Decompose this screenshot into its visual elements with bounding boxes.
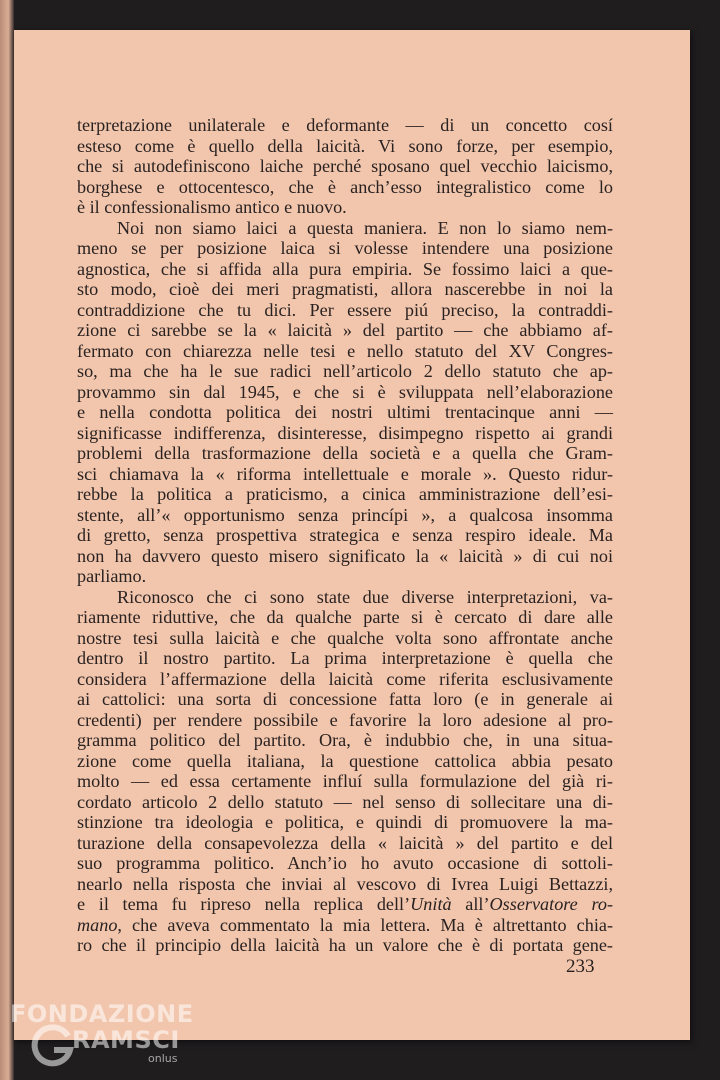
watermark-line2: RAMSCI <box>72 1026 180 1054</box>
text-line: parliamo. <box>77 566 147 586</box>
italic-title: mano <box>77 914 118 935</box>
text-line: so, ma che ha le sue radici nell’articolo 2 dello statuto che ap- <box>77 361 613 381</box>
italic-title: Osservatore ro- <box>489 894 614 914</box>
italic-title: Unità <box>410 894 452 914</box>
text-line: ai cattolici: una sorta di concessione fatta loro (e in generale ai <box>77 689 613 709</box>
watermark-suffix: onlus <box>148 1052 178 1065</box>
text-line: gramma politico del partito. Ora, è indubbio che, in una situa- <box>77 730 613 750</box>
text-line: significasse indifferenza, disinteresse, disimpegno rispetto ai grandi <box>77 422 613 443</box>
text-line: nearlo nella risposta che inviai al vescovo di Ivrea Luigi Bettazzi, <box>77 873 613 894</box>
text-line: contraddizione che tu dici. Per essere piú preciso, la contraddi- <box>77 299 613 320</box>
text-line: ro che il principio della laicità ha un valore che è di portata gene- <box>77 935 613 955</box>
text-line: di gretto, senza prospettiva strategica e senza respiro ideale. Ma <box>77 525 613 545</box>
text-line: Riconosco che ci sono state due diverse interpretazioni, va- <box>117 586 613 607</box>
text-line: che si autodefiniscono laiche perché sposano quel vecchio laicismo, <box>77 156 613 176</box>
gramsci-g-logo-icon <box>30 1024 74 1068</box>
text-run: e il tema fu ripreso nella replica dell’ <box>77 894 411 914</box>
text-line: esteso come è quello della laicità. Vi sono forze, per esempio, <box>77 135 613 156</box>
watermark-line1: FONDAZIONE <box>10 1000 194 1028</box>
text-line: riamente riduttive, che da qualche parte si è cercato di dare alle <box>77 607 613 627</box>
text-line: terpretazione unilaterale e deformante — di un concetto cosí <box>77 115 613 135</box>
text-line-mixed <box>77 894 613 915</box>
text-line: problemi della trasformazione della società e a quella che Gram- <box>77 443 613 463</box>
text-line: considera l’affermazione della laicità come riferita esclusivamente <box>77 668 613 689</box>
text-line-mixed <box>77 915 613 936</box>
book-spine-edge <box>0 0 14 1080</box>
text-run: all’ <box>451 894 490 914</box>
text-line: rebbe la politica a praticismo, a cinica amministrazione dell’esi- <box>77 484 613 504</box>
text-line: Noi non siamo laici a questa maniera. E non lo siamo nem- <box>117 217 613 238</box>
text-line: borghese e ottocentesco, che è anch’esso integralistico come lo <box>77 176 613 197</box>
text-line: turazione della consapevolezza della « laicità » del partito e del <box>77 832 613 853</box>
page-number: 233 <box>566 956 595 977</box>
text-line: cordato articolo 2 dello statuto — nel senso di sollecitare una di- <box>77 791 613 812</box>
text-line: suo programma politico. Anch’io ho avuto occasione di sottoli- <box>77 853 613 873</box>
text-line: credenti) per rendere possibile e favorire la loro adesione al pro- <box>77 709 613 730</box>
text-line: stente, all’« opportunismo senza princípi », a qualcosa insomma <box>77 504 613 525</box>
text-line: è il confessionalismo antico e nuovo. <box>77 197 347 217</box>
text-line: nostre tesi sulla laicità e che qualche volta sono affrontate anche <box>77 627 613 648</box>
text-run: , che aveva commentato la mia lettera. Ma è altrettanto chia- <box>117 914 613 935</box>
text-line: dentro il nostro partito. La prima interpretazione è quella che <box>77 648 613 668</box>
text-line: agnostica, che si affida alla pura empiria. Se fossimo laici a que- <box>77 258 613 279</box>
text-line: e nella condotta politica dei nostri ultimi trentacinque anni — <box>77 402 613 422</box>
text-line: fermato con chiarezza nelle tesi e nello statuto del XV Congres- <box>77 340 613 361</box>
text-line: meno se per posizione laica si volesse intendere una posizione <box>77 238 613 258</box>
text-line: stinzione tra ideologia e politica, e quindi di promuovere la ma- <box>77 812 613 832</box>
text-line: sto modo, cioè dei meri pragmatisti, allora nascerebbe in noi la <box>77 279 613 299</box>
fondazione-gramsci-watermark <box>6 1000 206 1070</box>
body-text <box>77 115 613 956</box>
text-line: zione come quella italiana, la questione cattolica abbia pesato <box>77 750 613 771</box>
text-line: provammo sin dal 1945, e che si è sviluppata nell’elaborazione <box>77 381 613 402</box>
book-page <box>14 30 690 1040</box>
text-line: zione ci sarebbe se la « laicità » del partito — che abbiamo af- <box>77 320 613 340</box>
text-line: molto — ed essa certamente influí sulla formulazione del già ri- <box>77 771 613 791</box>
text-line: non ha davvero questo misero significato la « laicità » di cui noi <box>77 545 613 566</box>
text-line: sci chiamava la « riforma intellettuale e morale ». Questo ridur- <box>77 463 613 484</box>
